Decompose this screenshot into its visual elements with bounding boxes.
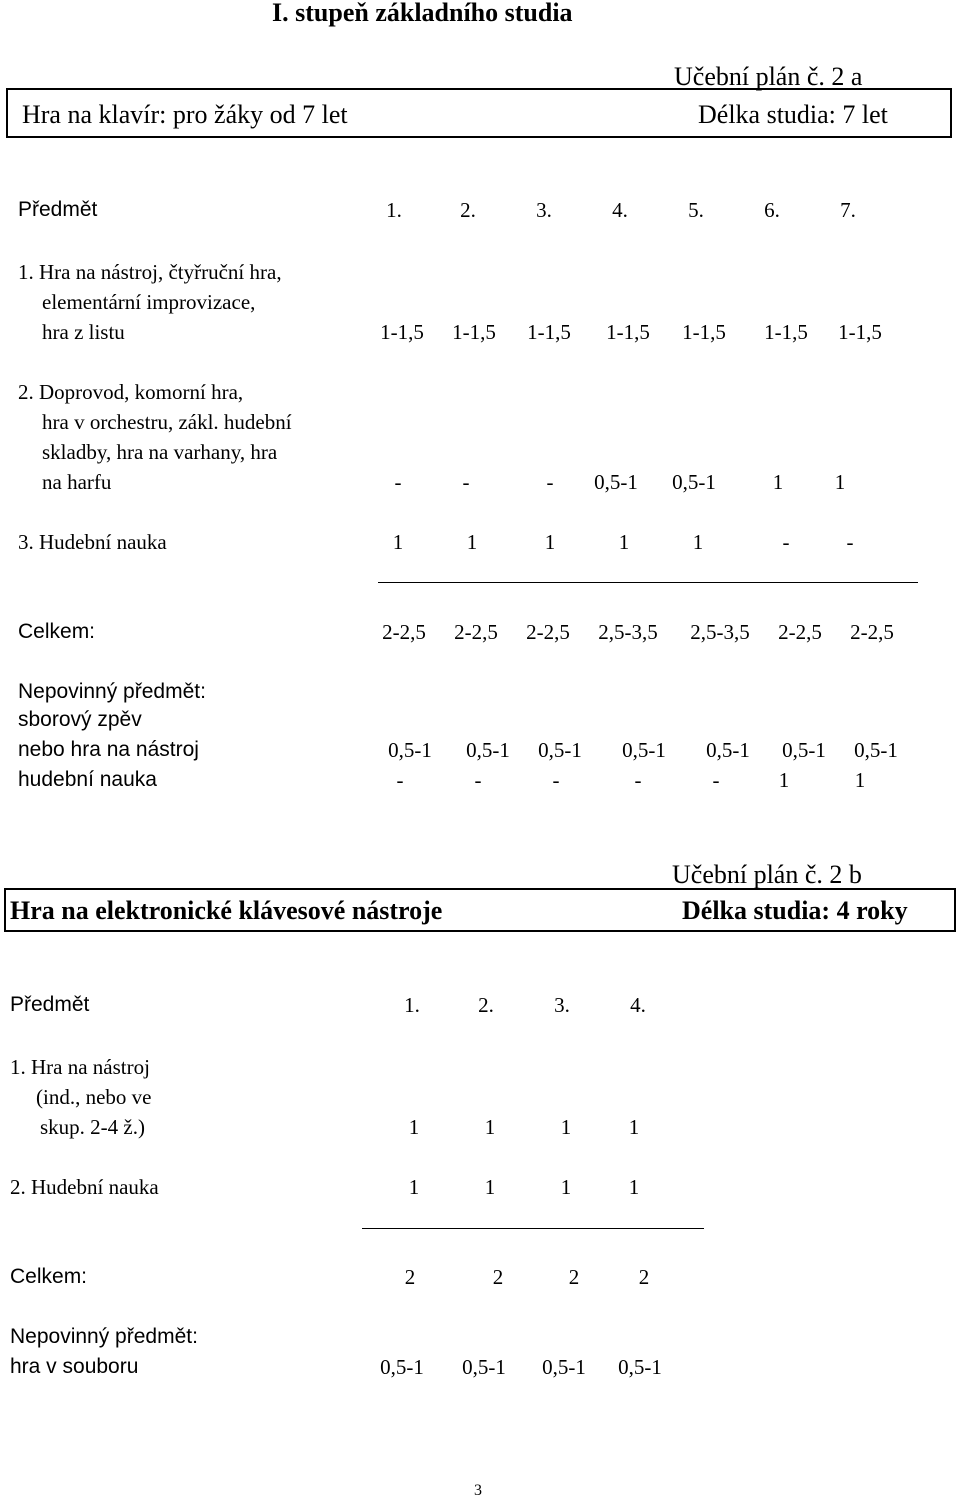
value-cell: 1-1,5 <box>764 320 808 344</box>
value-cell: 1-1,5 <box>452 320 496 344</box>
value-cell: 1-1,5 <box>682 320 726 344</box>
value-cell: - <box>846 530 854 554</box>
row-label-line: elementární improvizace, <box>42 290 256 314</box>
level-title: I. stupeň základního studia <box>272 0 573 27</box>
row-label-line: 1. Hra na nástroj, čtyřruční hra, <box>18 260 282 284</box>
total-cell: 2 <box>404 1265 416 1289</box>
total-cell: 2-2,5 <box>454 620 498 644</box>
total-cell: 2 <box>638 1265 650 1289</box>
value-cell: 1 <box>628 1115 640 1139</box>
value-cell: 0,5-1 <box>854 738 898 762</box>
plan-a-year-4: 4. <box>612 198 628 222</box>
value-cell: 1 <box>484 1115 496 1139</box>
row-label-line: skladby, hra na varhany, hra <box>42 440 278 464</box>
plan-b-subject-title: Hra na elektronické klávesové nástroje <box>10 896 443 925</box>
value-cell: - <box>396 768 404 792</box>
total-cell: 2-2,5 <box>850 620 894 644</box>
plan-a-year-2: 2. <box>460 198 476 222</box>
plan-b-title-box <box>4 888 956 932</box>
plan-a-title-box <box>6 88 952 138</box>
value-cell: 1 <box>618 530 630 554</box>
total-label: Celkem: <box>10 1265 88 1288</box>
plan-b-duration: Délka studia: 4 roky <box>682 896 908 925</box>
value-cell: 0,5-1 <box>538 738 582 762</box>
total-label: Celkem: <box>18 620 96 643</box>
value-cell: 1 <box>544 530 556 554</box>
page-number: 3 <box>474 1482 482 1499</box>
row-label-line: 1. Hra na nástroj <box>10 1055 150 1079</box>
value-cell: 1 <box>854 768 866 792</box>
plan-b-sum-rule <box>362 1228 704 1229</box>
total-cell: 2-2,5 <box>778 620 822 644</box>
value-cell: - <box>462 470 470 494</box>
plan-a-year-7: 7. <box>840 198 856 222</box>
optional-row-label: hra v souboru <box>10 1355 139 1378</box>
value-cell: 0,5-1 <box>618 1355 662 1379</box>
value-cell: 0,5-1 <box>462 1355 506 1379</box>
value-cell: 0,5-1 <box>594 470 638 494</box>
row-label-line: na harfu <box>42 470 112 494</box>
total-cell: 2,5-3,5 <box>598 620 658 644</box>
plan-b-year-1: 1. <box>404 993 420 1017</box>
value-cell: - <box>712 768 720 792</box>
plan-b-subject-header: Předmět <box>10 993 90 1016</box>
plan-b-label: Učební plán č. 2 b <box>672 860 862 889</box>
optional-row-label: sborový zpěv <box>18 708 142 731</box>
value-cell: 0,5-1 <box>622 738 666 762</box>
value-cell: - <box>394 470 402 494</box>
plan-a-year-3: 3. <box>536 198 552 222</box>
value-cell: 1 <box>484 1175 496 1199</box>
plan-a-subject-title: Hra na klavír: pro žáky od 7 let <box>22 100 348 129</box>
value-cell: 1 <box>834 470 846 494</box>
plan-a-year-5: 5. <box>688 198 704 222</box>
value-cell: 0,5-1 <box>782 738 826 762</box>
row-label-line: (ind., nebo ve <box>36 1085 152 1109</box>
row-label-line: skup. 2-4 ž.) <box>40 1115 145 1139</box>
value-cell: 1-1,5 <box>838 320 882 344</box>
value-cell: 1-1,5 <box>606 320 650 344</box>
value-cell: 0,5-1 <box>542 1355 586 1379</box>
total-cell: 2-2,5 <box>526 620 570 644</box>
plan-a-duration: Délka studia: 7 let <box>698 100 888 129</box>
value-cell: 1 <box>628 1175 640 1199</box>
value-cell: 0,5-1 <box>466 738 510 762</box>
value-cell: - <box>474 768 482 792</box>
value-cell: 0,5-1 <box>388 738 432 762</box>
value-cell: 1-1,5 <box>380 320 424 344</box>
row-label-line: 3. Hudební nauka <box>18 530 167 554</box>
value-cell: 1 <box>692 530 704 554</box>
value-cell: 1 <box>560 1175 572 1199</box>
value-cell: - <box>552 768 560 792</box>
plan-a-year-1: 1. <box>386 198 402 222</box>
value-cell: 0,5-1 <box>706 738 750 762</box>
value-cell: 1-1,5 <box>527 320 571 344</box>
value-cell: 1 <box>778 768 790 792</box>
plan-a-label: Učební plán č. 2 a <box>674 62 863 91</box>
value-cell: 1 <box>392 530 404 554</box>
value-cell: 1 <box>772 470 784 494</box>
row-label-line: hra v orchestru, zákl. hudební <box>42 410 292 434</box>
row-label-line: hra z listu <box>42 320 125 344</box>
optional-row-label: hudební nauka <box>18 768 157 791</box>
total-cell: 2 <box>492 1265 504 1289</box>
value-cell: - <box>782 530 790 554</box>
optional-label: Nepovinný předmět: <box>18 680 206 703</box>
value-cell: 1 <box>408 1175 420 1199</box>
plan-a-subject-header: Předmět <box>18 198 98 221</box>
plan-b-year-4: 4. <box>630 993 646 1017</box>
optional-label: Nepovinný předmět: <box>10 1325 198 1348</box>
plan-b-year-2: 2. <box>478 993 494 1017</box>
value-cell: 0,5-1 <box>672 470 716 494</box>
value-cell: 0,5-1 <box>380 1355 424 1379</box>
value-cell: - <box>634 768 642 792</box>
value-cell: 1 <box>560 1115 572 1139</box>
value-cell: - <box>546 470 554 494</box>
row-label-line: 2. Hudební nauka <box>10 1175 159 1199</box>
total-cell: 2 <box>568 1265 580 1289</box>
total-cell: 2,5-3,5 <box>690 620 750 644</box>
total-cell: 2-2,5 <box>382 620 426 644</box>
value-cell: 1 <box>408 1115 420 1139</box>
plan-a-sum-rule <box>378 582 918 583</box>
plan-a-year-6: 6. <box>764 198 780 222</box>
optional-row-label: nebo hra na nástroj <box>18 738 199 761</box>
plan-b-year-3: 3. <box>554 993 570 1017</box>
value-cell: 1 <box>466 530 478 554</box>
row-label-line: 2. Doprovod, komorní hra, <box>18 380 244 404</box>
